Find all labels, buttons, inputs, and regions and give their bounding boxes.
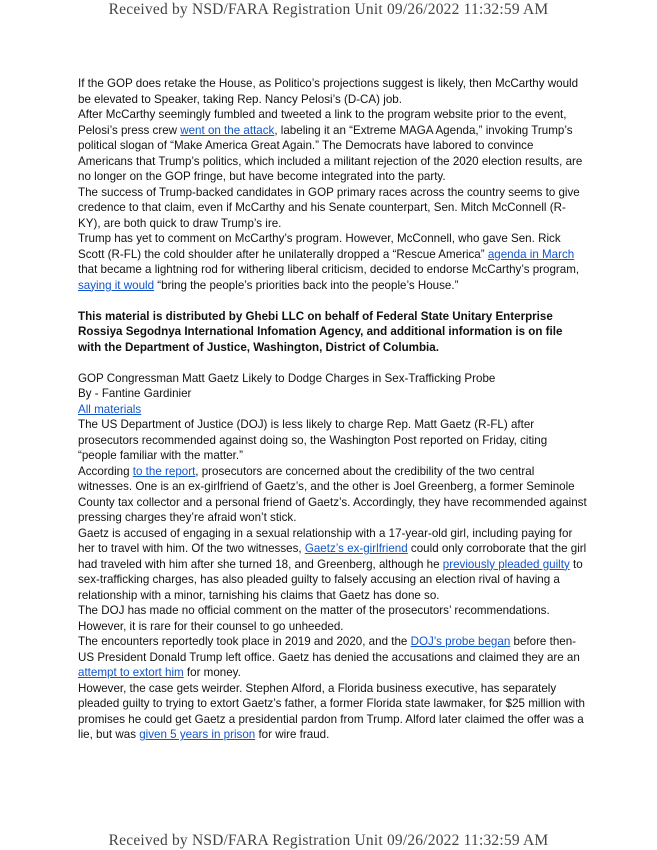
article-title: GOP Congressman Matt Gaetz Likely to Dodge Charges in Sex-Trafficking Probe <box>78 371 496 385</box>
text-span: Gaetz is accused of engaging in a sexual relationship with a 17-year-old girl, including paying for her to travel with him. Of the two witnesses, <box>78 526 573 555</box>
link-saying-it-would[interactable]: saying it would <box>78 278 155 292</box>
link-went-on-the-attack[interactable]: went on the attack <box>180 123 275 137</box>
document-body <box>78 76 588 743</box>
link-given-5-years-in-prison[interactable]: given 5 years in prison <box>139 728 256 741</box>
link-all-materials[interactable]: All materials <box>78 402 142 416</box>
text-span: Trump has yet to comment on McCarthy’s program. However, McConnell, who gave Sen. Rick Scott (R-FL) the cold shoulder after he unilaterally dropped a “Rescue America” <box>78 232 561 261</box>
link-doj-probe-began[interactable]: DOJ’s probe began <box>410 635 511 648</box>
link-agenda-in-march[interactable]: agenda in March <box>487 247 575 261</box>
link-to-the-report[interactable]: to the report <box>132 464 196 478</box>
fara-disclosure-notice: This material is distributed by Ghebi LLC on behalf of Federal State Unitary Enterprise Rossiya Segodnya International Infomation Agency, and additional information is on file with the Department of Justice, Washington, District of Columbia. <box>78 309 563 354</box>
text-span: to sex-trafficking charges, has also pleaded guilty to falsely accusing an election rival of having a relationship with a minor, tarnishing his claims that Gaetz has done so. <box>78 557 583 602</box>
paragraph: The US Department of Justice (DOJ) is less likely to charge Rep. Matt Gaetz (R-FL) after prosecutors recommended against doing so, the Washington Post reported on Friday, citing “people familiar with the matter.” <box>78 418 548 462</box>
text-span: “bring the people’s priorities back into the people’s House.” <box>154 278 459 292</box>
text-span: , prosecutors are concerned about the credibility of the two central witnesses. One is an ex-girlfriend of Gaetz’s, and the other is Joel Greenberg, a former Seminole County tax collector and a personal friend of Gaetz’s. Accordingly, they have recommended against pressing charges they’re afraid won’t stick. <box>78 464 587 524</box>
link-gaetz-ex-girlfriend[interactable]: Gaetz’s ex-girlfriend <box>304 542 408 555</box>
text-span: According <box>78 464 133 478</box>
paragraph: The DOJ has made no official comment on the matter of the prosecutors’ recommendations. However, it is rare for their counsel to go unheeded. <box>78 604 550 633</box>
all-materials-paragraph <box>78 402 588 418</box>
text-span: for money. <box>183 666 241 679</box>
link-previously-pleaded-guilty[interactable]: previously pleaded guilty <box>442 557 570 571</box>
paragraph <box>78 231 588 293</box>
text-span: , labeling it an “Extreme MAGA Agenda,” invoking Trump’s political slogan of “Make America Great Again.” The Democrats have labored to convince Americans that Trump’s politics, which included a militant rejection of the 2020 election results, are no longer on the GOP fringe, but have become integrated into the party. <box>78 123 583 183</box>
text-span: before then-US President Donald Trump left office. Gaetz has denied the accusations and claimed they are an <box>78 635 580 664</box>
text-span: that became a lightning rod for withering liberal criticism, decided to endorse McCarthy’s program, <box>78 263 580 276</box>
text-span: for wire fraud. <box>255 728 330 741</box>
link-attempt-to-extort-him[interactable]: attempt to extort him <box>78 666 184 679</box>
byline: By - Fantine Gardinier <box>78 387 192 400</box>
text-span: After McCarthy seemingly fumbled and tweeted a link to the program website prior to the event, Pelosi’s press crew <box>78 108 567 137</box>
paragraph <box>78 107 588 185</box>
registration-stamp-top: Received by NSD/FARA Registration Unit 09/26/2022 11:32:59 AM <box>108 1 549 18</box>
text-span: could only corroborate that the girl had traveled with him after she turned 18, and Greenberg, although he <box>78 542 587 571</box>
paragraph <box>78 681 588 743</box>
paragraph <box>78 464 588 526</box>
text-span: The encounters reportedly took place in 2019 and 2020, and the <box>78 635 411 648</box>
registration-stamp-bottom: Received by NSD/FARA Registration Unit 09/26/2022 11:32:59 AM <box>108 832 549 849</box>
paragraph: The success of Trump-backed candidates in GOP primary races across the country seems to give credence to that claim, even if McCarthy and his Senate counterpart, Sen. Mitch McConnell (R-KY), are both quick to draw Trump’s ire. <box>78 185 580 230</box>
paragraph: If the GOP does retake the House, as Politico’s projections suggest is likely, then McCarthy would be elevated to Speaker, taking Rep. Nancy Pelosi’s (D-CA) job. <box>78 77 579 106</box>
text-span: However, the case gets weirder. Stephen Alford, a Florida business executive, has separately pleaded guilty to trying to extort Gaetz’s father, a former Florida state lawmaker, for $25 million with promises he could get Gaetz a presidential pardon from Trump. Alford later claimed the offer was a lie, but was <box>78 681 585 741</box>
paragraph <box>78 526 588 604</box>
paragraph <box>78 634 588 681</box>
